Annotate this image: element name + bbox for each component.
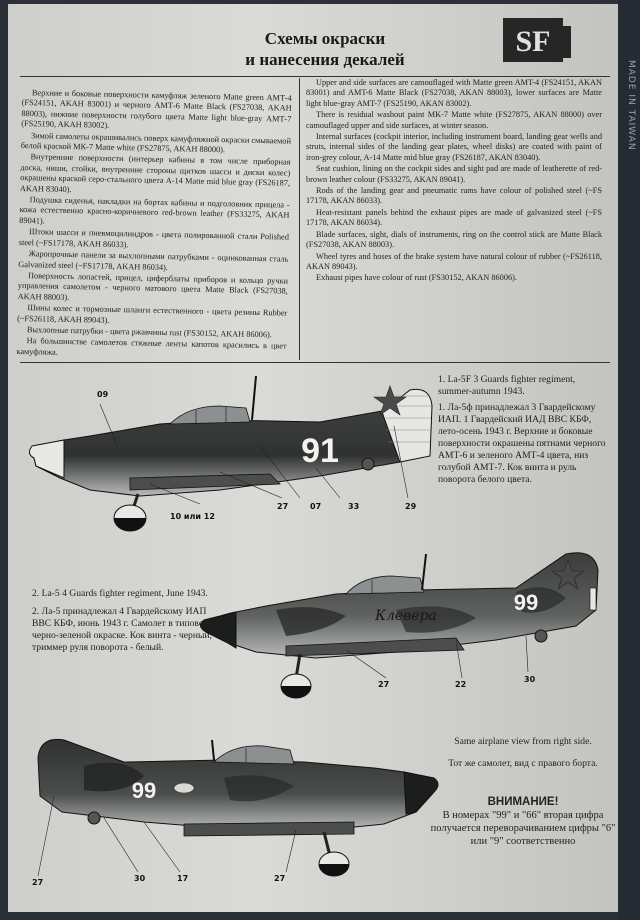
edge-text: MADE IN TAIWAN — [626, 60, 636, 151]
ru-paragraph: Шины колес и тормозные шланги естественного - цвета резины Rubber (~FS26118, AKAH 89043). — [17, 303, 288, 325]
callout-27: 27 — [274, 874, 286, 883]
callout-22: 22 — [455, 680, 467, 689]
profile-2-caption-en: 2. La-5 4 Guards fighter regiment, June 1943. — [32, 588, 208, 599]
logo-text: SF — [515, 25, 551, 58]
ru-paragraph: Подушка сиденья, накладки на бортах кабины и подголовник прицела - кожа естественно красно-коричневого red-brown leather (FS33275, AKAH 89041). — [19, 195, 290, 226]
background-edge — [618, 0, 640, 920]
aircraft-profile-1 — [20, 366, 440, 536]
ru-paragraph: Внутренние поверхности (интерьер кабины в том числе приборная доска, ниши, стойки, внутренние стороны щитков шасси и диски колес) окрашены краской серо-стального цвета А-14 Matte mid blue gray (FS26187, AKAH 83040). — [19, 152, 291, 194]
profile-3-caption — [438, 736, 608, 770]
callout-27: 27 — [378, 680, 390, 689]
en-paragraph: Upper and side surfaces are camouflaged with Matte green AMT-4 (FS24151, AKAN 83001) and AMT-6 Matte Black (FS27038, AKAN 88003), lower surfaces are Matte light blue-gray AMT-7 (FS25190, AKAN 83002). — [306, 78, 602, 108]
title-line-1: Схемы окраски — [264, 29, 386, 48]
en-paragraph: Seat cushion, lining on the cockpit sides and sight pad are made of leatherette of red-brown leather colour (FS33275, AKAN 89041). — [306, 164, 602, 184]
profile-1-caption — [438, 374, 608, 486]
ru-paragraph: Поверхность лопастей, прицел, циферблаты приборов и кольцо ручки управления самолетом - черного матового цвета Matte Black (FS27038, AKAH 88003). — [17, 271, 289, 302]
profile-3-caption-ru: Тот же самолет, вид с правого борта. — [448, 758, 598, 769]
title-line-2: и нанесения декалей — [245, 50, 405, 69]
warning-text: В номерах "99" и "66" вторая цифра получается переворачиванием цифры "6" или "9" соответственно — [430, 810, 616, 847]
text-bottom-divider — [20, 362, 610, 363]
callout-29: 29 — [405, 502, 417, 511]
callout-33: 33 — [348, 502, 360, 511]
en-paragraph: Exhaust pipes have colour of rust (FS30152, AKAN 86006). — [316, 273, 517, 283]
tail-number-99: 99 — [513, 590, 539, 615]
aircraft-profile-3 — [24, 726, 444, 896]
en-paragraph: Wheel tyres and hoses of the brake system have natural colour of rubber (~FS26118, AKAN 89043). — [306, 251, 602, 271]
profile-2-caption — [32, 588, 212, 654]
en-paragraph: There is residual washout paint MK-7 Matte white (FS27875, AKAN 88000) over camouflaged upper and side surfaces, at winter season. — [306, 110, 602, 130]
fuselage-inscription: Клевера — [375, 608, 437, 624]
ru-paragraph: Верхние и боковые поверхности камуфляж зеленого Matte green АМТ-4 (FS24151, AKAH 83001) и черного АМТ-6 Matte Black (FS27038, AKAH 88003), нижние поверхности голубого цвета Matte light blue-gray АМТ-7 (FS25190, AKAH 83002). — [21, 88, 292, 131]
warning-title: ВНИМАНИЕ! — [487, 796, 559, 808]
callout-07: 07 — [310, 502, 322, 511]
callout-09: 09 — [97, 390, 109, 399]
ru-paragraph: На большинстве самолетов стяжные ленты капотов красились в цвет камуфляжа. — [16, 336, 287, 357]
profile-3-caption-en: Same airplane view from right side. — [454, 736, 592, 747]
ru-paragraph: Штоки шасси и пневмоцилиндров - цвета полированной стали Polished steel (~FS17178, AKAH 86033). — [18, 227, 290, 249]
tail-number-91: 91 — [301, 432, 339, 470]
profile-2-caption-ru: 2. Ла-5 принадлежал 4 Гвардейскому ИАП ВВС КБФ, июнь 1943 г. Самолет в типовой черно-зеленой окраске. Кок винта - черный, триммер руля поворота - белый. — [32, 606, 212, 653]
decal-warning — [428, 796, 618, 848]
callout-27: 27 — [32, 878, 44, 887]
profile-1-caption-ru: 1. Ла-5ф принадлежал 3 Гвардейскому ИАП. 1 Гвардейский ИАД ВВС КБФ, лето-осень 1943 г. Верхние и боковые поверхности окрашены пятнами черного АМТ-6 и зеленого АМТ-4 цвета, низ голубой АМТ-7. Кок винта и руль поворота белого цвета. — [438, 402, 606, 485]
russian-text-column — [16, 88, 292, 364]
english-text-column — [306, 78, 602, 285]
tail-number-99-right: 99 — [131, 778, 157, 803]
top-divider — [20, 76, 610, 77]
brand-logo — [495, 14, 575, 66]
aircraft-profile-2 — [196, 540, 606, 710]
ru-paragraph: Выхлопные патрубки - цвета ржавчины rust (FS30152, AKAH 86006). — [26, 325, 272, 340]
column-divider — [299, 78, 300, 360]
en-paragraph: Heat-resistant panels behind the exhaust pipes are made of galvanized steel (~FS 17178, AKAN 86034). — [306, 207, 602, 228]
profile-1-caption-en: 1. La-5F 3 Guards fighter regiment, summer-autumn 1943. — [438, 374, 576, 397]
en-paragraph: Blade surfaces, sight, dials of instruments, ring on the control stick are Matte Black (FS27038, AKAN 88003). — [306, 229, 602, 250]
ru-paragraph: Жаропрочные панели за выхлопными патрубками - оцинкованная сталь Galvanized steel (~FS17178, AKAH 86034). — [18, 249, 289, 272]
ru-paragraph: Зимой самолеты окрашивались поверх камуфляжной окраски смываемой белой краской МК-7 Matte white (FS27875, AKAH 88000). — [20, 130, 292, 155]
callout-30: 30 — [524, 675, 536, 684]
page-title — [180, 28, 470, 70]
callout-27: 27 — [277, 502, 289, 511]
callout-30: 30 — [134, 874, 146, 883]
callout-17: 17 — [177, 874, 189, 883]
callout-10-or-12: 10 или 12 — [170, 512, 215, 521]
en-paragraph: Internal surfaces (cockpit interior, including instrument board, landing gear wells and struts, internal sides of the landing gear plates, wheel disks) are coated with paint of iron-grey colour, A-14 Matte mid blue gray (FS26187, AKAN 83040). — [306, 132, 602, 162]
en-paragraph: Rods of the landing gear and pneumatic rams have colour of polished steel (~FS 17178, AKAN 86033). — [306, 186, 602, 206]
